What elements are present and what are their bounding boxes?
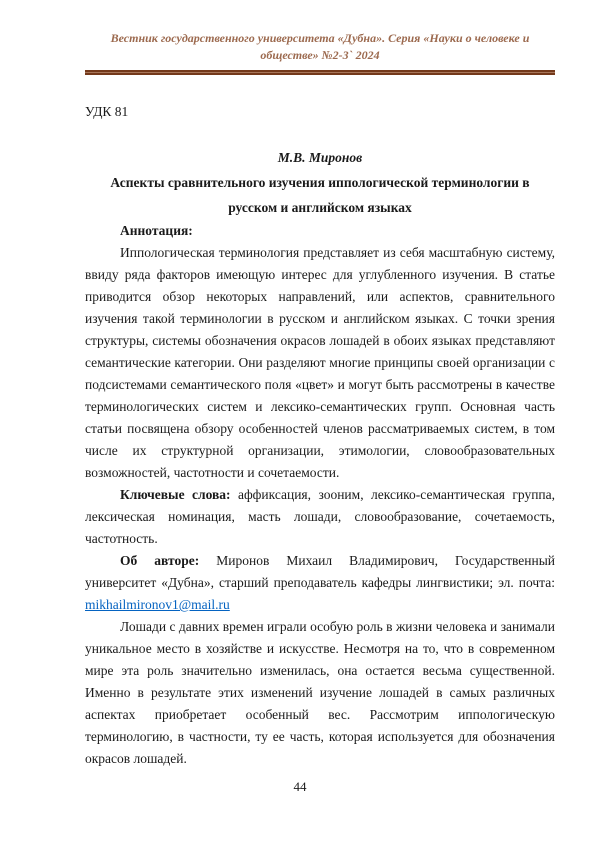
keywords-text: аффиксация, зооним, лексико-семантическая группа, лексическая номинация, масть лошади, словообразование, сочетаемость, частотность. (85, 487, 556, 546)
author-short-name: М.В. Миронов (277, 150, 363, 165)
keywords-label: Ключевые слова: (120, 487, 231, 502)
header-divider-rule (85, 70, 555, 75)
journal-running-head: Вестник государственного университета «Дубна». Серия «Науки о человеке и обществе» №2-3` 2024 (110, 31, 530, 62)
abstract-label-line (85, 220, 555, 242)
article-title: Аспекты сравнительного изучения иппологической терминологии в русском и английском языках (110, 175, 530, 215)
about-author-paragraph (85, 550, 555, 616)
about-author-label: Об авторе: (120, 553, 200, 568)
title-block (85, 145, 555, 220)
author-email-link[interactable]: mikhailmironov1@mail.ru (85, 597, 230, 612)
udc-code: УДК 81 (85, 104, 129, 119)
keywords-paragraph (85, 484, 555, 550)
abstract-text: Иппологическая терминология представляет из себя масштабную систему, ввиду ряда факторов имеющую интерес для углубленного изучения. В статье приводится обзор некоторых направлений, или аспектов, сравнительного изучения такой терминологии в русском и английском языках. С точки зрения структуры, системы обозначения окрасов лошадей в обоих языках представляют семантические категории. Они разделяют многие принципы своей организации с подсистемами семантического поля «цвет» и могут быть рассмотрены в качестве терминологических систем и лексико-семантических групп. Основная часть статьи посвящена обзору особенностей членов рассматриваемых систем, в том числе их структурной организации, этимологии, словообразовательных возможностей, частотности и сочетаемости. (85, 245, 555, 480)
abstract-label: Аннотация: (120, 223, 193, 238)
intro-paragraph: Лошади с давних времен играли особую роль в жизни человека и занимали уникальное место в хозяйстве и искусстве. Несмотря на то, что в современном мире эта роль значительно изменилась, она остается весьма существенной. Именно в результате этих изменений изучение лошадей в самых различных аспектах приобретает особенный вес. Рассмотрим иппологическую терминологию, в частности, ту ее часть, которая используется для обозначения окрасов лошадей. (85, 619, 555, 766)
about-author-text: Миронов Михаил Владимирович, Государственный университет «Дубна», старший преподаватель кафедры лингвистики; эл. почта: (85, 553, 556, 590)
page-number: 44 (293, 779, 307, 794)
